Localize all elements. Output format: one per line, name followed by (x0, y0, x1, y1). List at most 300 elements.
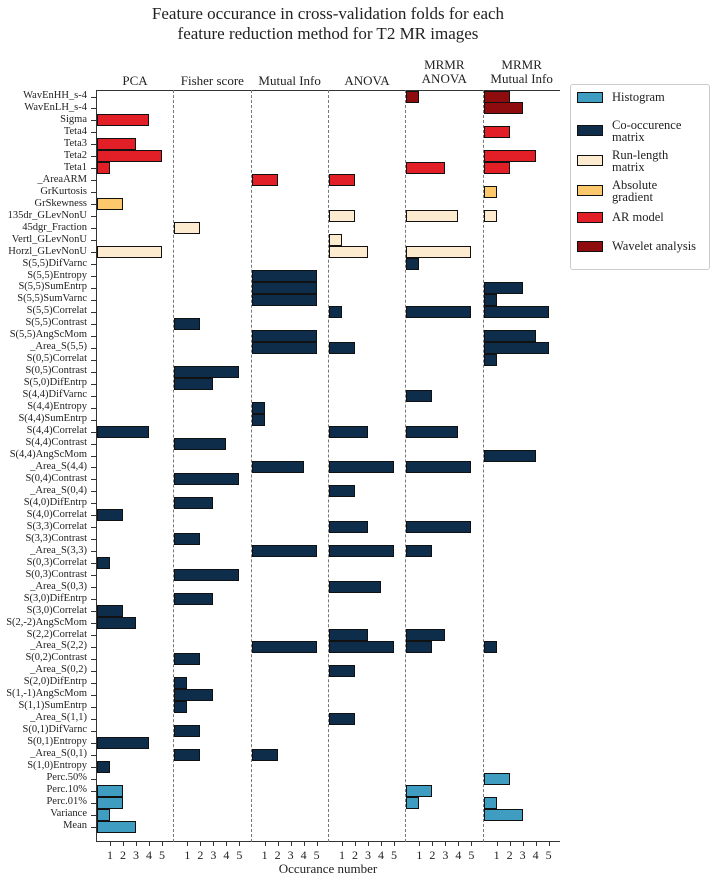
bar (174, 677, 187, 689)
x-tick-label: 4 (223, 848, 230, 862)
y-tick (91, 551, 96, 552)
bar (174, 689, 213, 701)
x-tick-label: 4 (300, 848, 307, 862)
y-tick (91, 767, 96, 768)
y-tick-label: Perc.50% (46, 772, 87, 784)
bar (329, 210, 355, 222)
bar (406, 306, 471, 318)
legend-label (612, 91, 665, 103)
y-tick-label: Teta4 (63, 125, 87, 137)
y-tick (91, 97, 96, 98)
x-tick (187, 842, 188, 846)
chart-title-line1: Feature occurance in cross-validation folds for each (151, 4, 505, 23)
y-tick (91, 336, 96, 337)
y-tick-label: 135dr_GLevNonU (7, 209, 87, 221)
y-tick (91, 719, 96, 720)
x-tick (162, 842, 163, 846)
x-tick-label: 2 (120, 848, 126, 862)
x-tick (136, 842, 137, 846)
y-tick-label: S(5,5)Entropy (27, 269, 87, 281)
x-tick (123, 842, 124, 846)
x-tick-label: 5 (545, 848, 552, 862)
y-tick (91, 252, 96, 253)
legend-label-line1: Histogram (612, 90, 665, 104)
x-tick-label: 3 (364, 848, 371, 862)
x-tick (368, 842, 369, 846)
x-tick (226, 842, 227, 846)
x-tick-label: 3 (287, 848, 294, 862)
y-tick (91, 276, 96, 277)
x-tick (458, 842, 459, 846)
y-tick (91, 216, 96, 217)
y-tick (91, 396, 96, 397)
bar (329, 174, 355, 186)
y-tick-label: S(2,0)DifEntrp (23, 676, 87, 688)
x-tick-label: 2 (351, 848, 358, 862)
y-tick (91, 432, 96, 433)
bar (174, 533, 200, 545)
y-tick (91, 659, 96, 660)
x-tick-label: 5 (159, 848, 165, 862)
y-tick (91, 144, 96, 145)
bar (252, 174, 278, 186)
bar (484, 773, 510, 785)
y-tick-label: S(4,4)Contrast (25, 437, 87, 449)
y-tick-label: S(4,4)Correlat (26, 425, 87, 437)
y-tick (91, 479, 96, 480)
x-tick-label: 1 (338, 848, 345, 862)
y-tick (91, 671, 96, 672)
bar (406, 162, 445, 174)
x-tick-label: 3 (442, 848, 449, 862)
x-tick-label: 4 (377, 848, 384, 862)
panel-title-line2: ANOVA (344, 73, 390, 88)
x-tick-label: 2 (274, 848, 281, 862)
x-tick-label: 5 (313, 848, 320, 862)
x-tick (200, 842, 201, 846)
x-tick-label: 5 (236, 848, 243, 862)
legend-swatch (577, 155, 603, 166)
y-tick (91, 695, 96, 696)
y-tick (91, 791, 96, 792)
y-tick (91, 731, 96, 732)
bar (406, 641, 432, 653)
bar (406, 258, 419, 270)
y-tick (91, 539, 96, 540)
legend-swatch (577, 125, 603, 136)
x-tick (394, 842, 395, 846)
y-tick (91, 503, 96, 504)
y-tick-label: S(3,0)Correlat (26, 604, 87, 616)
bar (97, 785, 123, 797)
y-tick-label: _Area_S(5,5) (30, 341, 87, 353)
y-tick-label: Mean (63, 820, 87, 831)
y-tick-label: S(0,4)Contrast (25, 472, 87, 484)
y-tick-label: Horzl_GLevNonU (8, 245, 87, 257)
x-tick (381, 842, 382, 846)
bar (174, 497, 213, 509)
panel-title-line2: ANOVA (421, 71, 467, 86)
bar (406, 785, 432, 797)
legend-swatch (577, 212, 603, 223)
x-axis-title: Occurance number (278, 861, 378, 876)
bar (484, 126, 510, 138)
y-tick-label: S(0,1)Entropy (27, 736, 87, 748)
y-tick-label: S(1,1)SumEntrp (18, 700, 87, 712)
y-tick (91, 180, 96, 181)
bar (174, 593, 213, 605)
bar (97, 809, 110, 821)
x-tick-label: 2 (197, 848, 204, 862)
y-tick (91, 132, 96, 133)
x-tick-label: 4 (146, 848, 152, 862)
bar (174, 749, 200, 761)
bar (97, 162, 110, 174)
y-tick-label: S(3,3)Correlat (26, 520, 87, 532)
x-tick-label: 1 (493, 848, 500, 862)
y-tick-label: _Area_S(0,3) (30, 580, 87, 592)
panel-separator (483, 90, 484, 842)
bar (484, 354, 497, 366)
legend (570, 84, 710, 270)
legend-swatch (577, 241, 603, 252)
x-tick (497, 842, 498, 846)
y-tick-label: S(3,0)DifEntrp (23, 592, 87, 604)
legend-label-line2: gradient (612, 190, 653, 204)
panel-title-line2: Mutual Info (490, 71, 553, 86)
bar (406, 426, 458, 438)
y-tick (91, 324, 96, 325)
y-tick-label: S(1,-1)AngScMom (6, 688, 87, 700)
legend-label (612, 119, 681, 143)
y-tick-label: S(0,2)Contrast (25, 652, 87, 664)
legend-label-line2: matrix (612, 130, 645, 144)
y-tick (91, 515, 96, 516)
y-tick (91, 815, 96, 816)
x-tick (523, 842, 524, 846)
bar (97, 150, 162, 162)
y-tick (91, 360, 96, 361)
y-tick (91, 288, 96, 289)
bar (252, 749, 278, 761)
x-tick (110, 842, 111, 846)
bar (329, 426, 368, 438)
y-tick-label: Sigma (60, 113, 87, 125)
y-tick-label: S(0,3)Correlat (26, 556, 87, 568)
x-tick-label: 1 (184, 848, 191, 862)
bar (484, 294, 497, 306)
y-tick-label: GrSkewness (34, 197, 87, 209)
y-tick (91, 575, 96, 576)
y-tick-label: Perc.10% (46, 784, 87, 796)
y-tick (91, 444, 96, 445)
bar (329, 629, 368, 641)
bar (329, 234, 342, 246)
y-tick-label: Teta1 (63, 161, 87, 173)
bar (484, 809, 523, 821)
y-tick (91, 456, 96, 457)
panel-title-line2: PCA (122, 73, 148, 88)
bar (484, 641, 497, 653)
bar (97, 821, 136, 833)
bar (252, 282, 317, 294)
bar (329, 521, 368, 533)
bar (97, 246, 162, 258)
x-tick-label: 2 (506, 848, 513, 862)
bar (97, 761, 110, 773)
panel-title (483, 58, 561, 86)
y-tick-label: _Area_S(2,2) (30, 640, 87, 652)
y-tick (91, 743, 96, 744)
y-tick (91, 348, 96, 349)
y-tick (91, 587, 96, 588)
panel-title-line2: Fisher score (180, 73, 244, 88)
panel-title (405, 58, 483, 86)
y-tick-label: _Area_S(3,3) (30, 544, 87, 556)
bar (329, 545, 394, 557)
y-tick-label: Teta2 (63, 149, 87, 161)
y-tick (91, 623, 96, 624)
y-tick-label: S(4,4)Entropy (27, 401, 87, 413)
bar (252, 402, 265, 414)
y-tick-label: WavEnLH_s-4 (24, 101, 87, 113)
y-tick (91, 779, 96, 780)
legend-label-line1: AR model (612, 210, 664, 224)
y-tick-label: _Area_S(0,2) (30, 664, 87, 676)
bar (174, 378, 213, 390)
x-tick-label: 5 (468, 848, 475, 862)
bar (97, 557, 110, 569)
x-tick (355, 842, 356, 846)
x-tick (317, 842, 318, 846)
bar (406, 91, 419, 103)
y-tick (91, 755, 96, 756)
bar (484, 450, 536, 462)
bar (252, 414, 265, 426)
bar (97, 138, 136, 150)
chart-title-line2: feature reduction method for T2 MR images (177, 24, 479, 43)
bar (252, 342, 317, 354)
x-tick (291, 842, 292, 846)
panel-title (328, 74, 406, 88)
bar (174, 653, 200, 665)
bar (329, 461, 394, 473)
y-tick-label: S(0,5)Contrast (25, 365, 87, 377)
y-tick-label: _Area_S(4,4) (30, 460, 87, 472)
x-tick-label: 1 (107, 848, 113, 862)
bar (252, 294, 317, 306)
x-tick-label: 4 (532, 848, 539, 862)
y-tick (91, 803, 96, 804)
y-tick (91, 264, 96, 265)
y-tick-label: S(5,5)SumEntrp (18, 281, 87, 293)
legend-label-line1: Run-length (612, 148, 669, 162)
x-tick (239, 842, 240, 846)
bar (329, 342, 355, 354)
legend-label-line1: Co-occurence (612, 118, 682, 132)
bar (406, 246, 471, 258)
bar (174, 473, 239, 485)
panel-title (96, 74, 174, 88)
y-tick-label: Perc.01% (46, 796, 87, 808)
bar (252, 270, 317, 282)
bar (97, 737, 149, 749)
bar (406, 461, 471, 473)
bar (97, 426, 149, 438)
bar (484, 797, 497, 809)
y-tick (91, 300, 96, 301)
bar (174, 222, 200, 234)
y-tick (91, 647, 96, 648)
bar (252, 641, 317, 653)
y-tick (91, 599, 96, 600)
bar (174, 366, 239, 378)
y-tick (91, 635, 96, 636)
bar (484, 150, 536, 162)
y-tick (91, 240, 96, 241)
bar (329, 665, 355, 677)
y-tick-label: Teta3 (63, 137, 87, 149)
y-tick-label: S(5,5)Correlat (26, 305, 87, 317)
x-tick-label: 3 (519, 848, 526, 862)
bar (329, 713, 355, 725)
y-tick-label: S(1,0)Entropy (27, 760, 87, 772)
y-tick-label: S(4,4)SumEntrp (18, 413, 87, 425)
panel-title-line1: MRMR (501, 57, 542, 72)
bar (484, 102, 523, 114)
y-tick (91, 408, 96, 409)
y-tick (91, 611, 96, 612)
y-tick-label: S(5,5)Contrast (25, 317, 87, 329)
bar (406, 797, 419, 809)
y-tick (91, 827, 96, 828)
x-tick (536, 842, 537, 846)
x-tick (213, 842, 214, 846)
bar (97, 617, 136, 629)
bar (484, 162, 510, 174)
y-tick (91, 192, 96, 193)
bar (97, 114, 149, 126)
x-tick (445, 842, 446, 846)
y-tick-label: S(3,3)Contrast (25, 532, 87, 544)
bar (97, 198, 123, 210)
x-tick-label: 1 (261, 848, 268, 862)
y-tick-label: S(2,2)Correlat (26, 628, 87, 640)
y-tick (91, 204, 96, 205)
x-tick (510, 842, 511, 846)
y-tick-label: S(0,5)Correlat (26, 353, 87, 365)
y-tick-label: Vertl_GLevNonU (11, 233, 87, 245)
y-tick-label: _Area_S(0,1) (30, 748, 87, 760)
y-tick (91, 467, 96, 468)
y-tick (91, 384, 96, 385)
legend-label (612, 240, 696, 252)
bar (484, 306, 549, 318)
y-tick (91, 120, 96, 121)
x-tick (342, 842, 343, 846)
x-tick (149, 842, 150, 846)
bar (484, 342, 549, 354)
bar (252, 545, 317, 557)
y-tick (91, 527, 96, 528)
y-tick (91, 156, 96, 157)
legend-label-line1: Absolute (612, 178, 658, 192)
y-tick-label: S(5,0)DifEntrp (23, 377, 87, 389)
y-tick (91, 707, 96, 708)
legend-label-line1: Wavelet analysis (612, 239, 697, 253)
bar (406, 545, 432, 557)
x-tick (265, 842, 266, 846)
chart-title (96, 4, 560, 44)
y-tick (91, 168, 96, 169)
y-tick-label: S(5,5)AngScMom (9, 329, 87, 341)
y-tick-label: Variance (50, 808, 87, 820)
y-tick-label: S(4,4)AngScMom (9, 449, 87, 461)
y-tick (91, 312, 96, 313)
y-tick-label: GrKurtosis (40, 185, 87, 197)
y-tick (91, 228, 96, 229)
panel-title-line2: Mutual Info (258, 73, 321, 88)
bar (406, 390, 432, 402)
legend-label (612, 149, 668, 173)
bar (329, 641, 394, 653)
bar (406, 629, 445, 641)
legend-swatch (577, 92, 603, 103)
bar (174, 701, 187, 713)
panel-title-line1: MRMR (424, 57, 465, 72)
y-tick-label: S(0,3)Contrast (25, 568, 87, 580)
x-tick-label: 2 (429, 848, 436, 862)
x-tick-label: 4 (455, 848, 462, 862)
y-tick-label: S(5,5)DifVarnc (22, 257, 87, 269)
bar (329, 581, 381, 593)
y-tick (91, 491, 96, 492)
bar (174, 318, 200, 330)
x-tick (419, 842, 420, 846)
bar (329, 306, 342, 318)
bar (97, 509, 123, 521)
y-tick (91, 420, 96, 421)
x-tick (471, 842, 472, 846)
y-tick-label: WavEnHH_s-4 (23, 90, 87, 101)
legend-label-line2: matrix (612, 160, 645, 174)
bar (484, 186, 497, 198)
y-tick (91, 683, 96, 684)
bar (97, 797, 123, 809)
bar (484, 282, 523, 294)
y-tick-label: _AreaARM (37, 173, 87, 185)
y-tick (91, 372, 96, 373)
x-tick (432, 842, 433, 846)
y-tick-label: S(4,4)DifVarnc (22, 389, 87, 401)
x-tick-label: 3 (133, 848, 139, 862)
bar (329, 485, 355, 497)
legend-label (612, 211, 664, 223)
x-tick (304, 842, 305, 846)
bar (484, 210, 497, 222)
x-tick-label: 5 (390, 848, 397, 862)
y-tick-label: _Area_S(0,4) (30, 484, 87, 496)
y-tick-label: S(4,0)Correlat (26, 508, 87, 520)
bar (174, 725, 200, 737)
y-tick-label: S(5,5)SumVarnc (17, 293, 87, 305)
y-tick-label: 45dgr_Fraction (22, 221, 87, 233)
bar (329, 246, 368, 258)
bar (174, 438, 226, 450)
panel-title (251, 74, 329, 88)
y-tick-label: _Area_S(1,1) (30, 712, 87, 724)
bar (97, 605, 123, 617)
